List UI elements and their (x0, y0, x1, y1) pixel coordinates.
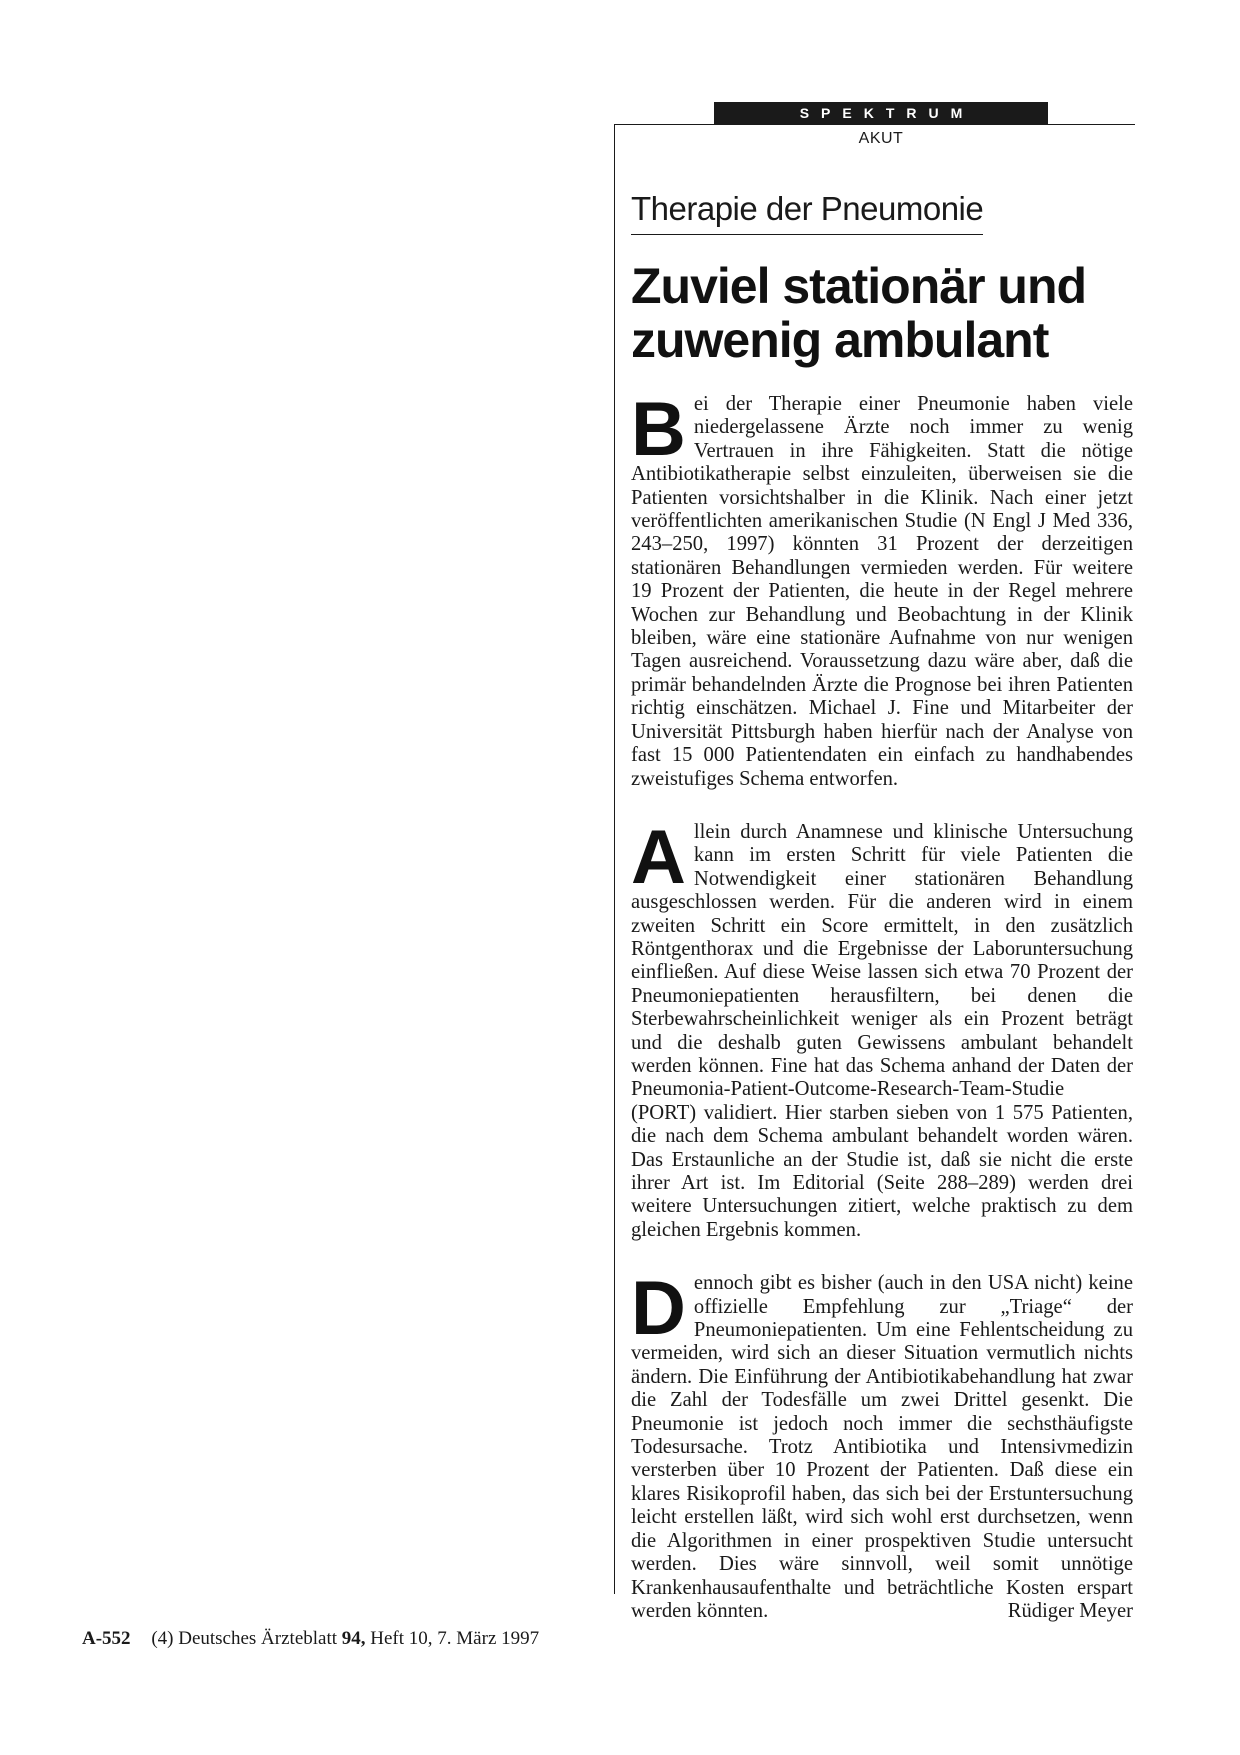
headline-line-2: zuwenig ambulant (631, 312, 1049, 368)
article-headline (631, 259, 1133, 367)
page-footer (82, 1628, 539, 1650)
dropcap-1: B (631, 387, 686, 472)
article-kicker: Therapie der Pneumonie (631, 190, 983, 235)
paragraph-2 (631, 814, 1133, 1242)
issue-prefix: (4) Deutsches Ärzteblatt (151, 1628, 338, 1649)
article (631, 190, 1133, 1653)
paragraph-1-text: ei der Therapie einer Pneumonie haben viele niedergelassene Ärzte noch immer zu wenig Vertrauen in ihre Fähigkeiten. Statt die nötige Antibiotikatherapie selbst einzuleiten, überweisen sie die Patienten vorsichtshalber in die Klinik. Nach einer jetzt veröffentlichten amerikanischen Studie (N Engl J Med 336, 243–250, 1997) könnten 31 Prozent der derzeitigen stationären Behandlungen vermieden werden. Für weitere 19 Prozent der Patienten, die heute in der Regel mehrere Wochen zur Behandlung und Beobachtung in der Klinik bleiben, wäre eine stationäre Aufnahme von nur wenigen Tagen ausreichend. Voraussetzung dazu wäre aber, daß die primär behandelnden Ärzte die Prognose bei ihren Patienten richtig einschätzen. Michael J. Fine und Mitarbeiter der Universität Pittsburgh haben hierfür nach der Analyse von fast 15 000 Patientendaten ein einfach zu handhabendes zweistufiges Schema entworfen. (631, 393, 1133, 790)
headline-line-1: Zuviel stationär und (631, 258, 1087, 314)
dropcap-3: D (631, 1266, 686, 1352)
header-rule (615, 124, 1135, 125)
dropcap-2: A (631, 814, 686, 900)
volume-number: 94, (341, 1628, 366, 1649)
issue-suffix: Heft 10, 7. März 1997 (370, 1628, 540, 1649)
column-rule (614, 124, 615, 1594)
section-label: SPEKTRUM (714, 102, 1048, 124)
paragraph-3 (631, 1266, 1133, 1623)
paragraph-2-text: llein durch Anamnese und klinische Untersuchung kann im ersten Schritt für viele Patienten die Notwendigkeit einer stationären Behandlung ausgeschlossen werden. Für die anderen wird in einem zweiten Schritt ein Score ermittelt, in den zusätzlich Röntgenthorax und die Ergebnisse der Laboruntersuchung einfließen. Auf diese Weise lassen sich etwa 70 Prozent der Pneumoniepatienten herausfiltern, bei denen die Sterbewahrscheinlichkeit weniger als ein Prozent beträgt und die deshalb guten Gewissens ambulant behandelt werden können. Fine hat das Schema anhand der Daten der Pneumonia-Patient-Outcome-Research-Team-Studie (PORT) validiert. Hier starben sieben von 1 575 Patienten, die nach dem Schema ambulant behandelt worden wären. Das Erstaunliche an der Studie ist, daß sie nicht die erste ihrer Art ist. Im Editorial (Seite 288–289) werden drei weitere Untersuchungen zitiert, welche praktisch zu dem gleichen Ergebnis kommen. (631, 820, 1133, 1241)
subsection-label: AKUT (858, 130, 904, 147)
author-signature: Rüdiger Meyer (1007, 1599, 1133, 1622)
paragraph-1 (631, 387, 1133, 791)
page-number: A-552 (82, 1628, 131, 1649)
paragraph-3-text: ennoch gibt es bisher (auch in den USA nicht) keine offizielle Empfehlung zur „Triage“ der Pneumoniepatienten. Um eine Fehlentscheidung zu vermeiden, wird sich an dieser Situation vermutlich nichts ändern. Die Einführung der Antibiotikabehandlung hat zwar die Zahl der Todesfälle um zwei Drittel gesenkt. Die Pneumonie ist jedoch noch immer die sechsthäufigste Todesursache. Trotz Antibiotika und Intensivmedizin versterben über 10 Prozent der Patienten. Daß diese ein klares Risikoprofil haben, das sich bei der Erstuntersuchung leicht erstellen läßt, wird sich wohl erst durchsetzen, wenn die Algorithmen in einer prospektiven Studie untersucht werden. Dies wäre sinnvoll, weil somit unnötige Krankenhausaufenthalte und beträchtliche Kosten erspart werden könnten. (631, 1272, 1133, 1622)
